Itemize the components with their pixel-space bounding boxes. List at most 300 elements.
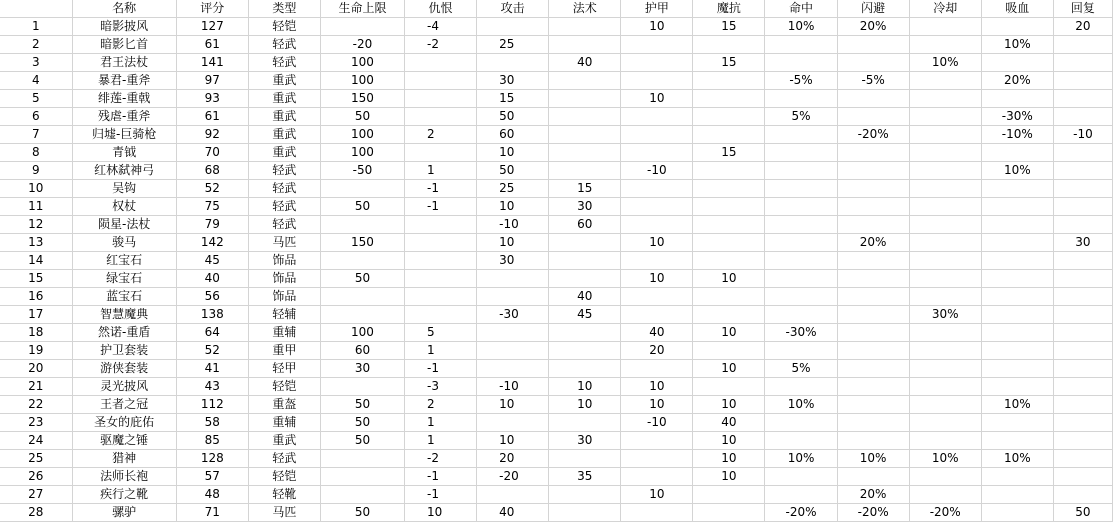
cell-accuracy[interactable]: 5% — [765, 360, 837, 378]
cell-row-number[interactable]: 1 — [0, 18, 72, 36]
cell-evasion[interactable] — [837, 90, 909, 108]
cell-cooldown[interactable] — [909, 108, 981, 126]
cell-evasion[interactable]: 10% — [837, 450, 909, 468]
cell-lifesteal[interactable] — [981, 324, 1053, 342]
cell-evasion[interactable]: -20% — [837, 126, 909, 144]
cell-attack[interactable]: 40 — [477, 504, 549, 522]
cell-cooldown[interactable] — [909, 72, 981, 90]
cell-attack[interactable]: 10 — [477, 198, 549, 216]
cell-evasion[interactable] — [837, 144, 909, 162]
cell-item-name[interactable]: 绯莲-重戟 — [72, 90, 176, 108]
cell-attack[interactable] — [477, 414, 549, 432]
cell-accuracy[interactable] — [765, 486, 837, 504]
cell-hp-max[interactable]: 50 — [320, 504, 404, 522]
cell-attack[interactable] — [477, 54, 549, 72]
cell-regen[interactable] — [1053, 486, 1112, 504]
cell-attack[interactable]: -10 — [477, 378, 549, 396]
cell-accuracy[interactable]: -30% — [765, 324, 837, 342]
cell-row-number[interactable]: 10 — [0, 180, 72, 198]
cell-score[interactable]: 61 — [176, 36, 248, 54]
cell-armor[interactable] — [621, 504, 693, 522]
cell-magic[interactable] — [549, 450, 621, 468]
cell-armor[interactable]: 10 — [621, 90, 693, 108]
cell-item-name[interactable]: 君王法杖 — [72, 54, 176, 72]
cell-magic-resist[interactable] — [693, 162, 765, 180]
cell-hp-max[interactable]: 50 — [320, 396, 404, 414]
cell-accuracy[interactable] — [765, 144, 837, 162]
cell-accuracy[interactable] — [765, 216, 837, 234]
cell-armor[interactable]: 10 — [621, 378, 693, 396]
cell-accuracy[interactable]: -20% — [765, 504, 837, 522]
cell-cooldown[interactable] — [909, 342, 981, 360]
cell-armor[interactable] — [621, 36, 693, 54]
cell-hp-max[interactable]: 50 — [320, 198, 404, 216]
cell-magic[interactable] — [549, 252, 621, 270]
cell-hp-max[interactable] — [320, 378, 404, 396]
cell-evasion[interactable] — [837, 342, 909, 360]
cell-item-name[interactable]: 吴钩 — [72, 180, 176, 198]
cell-evasion[interactable] — [837, 36, 909, 54]
cell-score[interactable]: 64 — [176, 324, 248, 342]
cell-magic-resist[interactable]: 10 — [693, 360, 765, 378]
cell-type[interactable]: 轻武 — [248, 54, 320, 72]
cell-attack[interactable]: 30 — [477, 72, 549, 90]
cell-hp-max[interactable]: 100 — [320, 72, 404, 90]
cell-accuracy[interactable] — [765, 342, 837, 360]
cell-regen[interactable] — [1053, 342, 1112, 360]
cell-regen[interactable] — [1053, 288, 1112, 306]
cell-lifesteal[interactable] — [981, 306, 1053, 324]
cell-lifesteal[interactable]: 10% — [981, 450, 1053, 468]
cell-score[interactable]: 75 — [176, 198, 248, 216]
cell-lifesteal[interactable]: 10% — [981, 396, 1053, 414]
cell-attack[interactable]: 10 — [477, 144, 549, 162]
cell-score[interactable]: 93 — [176, 90, 248, 108]
cell-regen[interactable] — [1053, 270, 1112, 288]
cell-attack[interactable] — [477, 486, 549, 504]
cell-aggro[interactable] — [405, 270, 477, 288]
cell-attack[interactable] — [477, 342, 549, 360]
cell-item-name[interactable]: 灵光披风 — [72, 378, 176, 396]
cell-evasion[interactable]: 20% — [837, 486, 909, 504]
cell-attack[interactable]: 50 — [477, 108, 549, 126]
cell-evasion[interactable]: -20% — [837, 504, 909, 522]
cell-row-number[interactable]: 17 — [0, 306, 72, 324]
column-header-lifesteal[interactable]: 吸血 — [981, 0, 1053, 18]
cell-armor[interactable] — [621, 198, 693, 216]
cell-magic[interactable] — [549, 414, 621, 432]
cell-attack[interactable] — [477, 288, 549, 306]
cell-lifesteal[interactable] — [981, 198, 1053, 216]
cell-row-number[interactable]: 21 — [0, 378, 72, 396]
cell-magic[interactable] — [549, 234, 621, 252]
cell-lifesteal[interactable]: 10% — [981, 162, 1053, 180]
cell-row-number[interactable]: 2 — [0, 36, 72, 54]
cell-type[interactable]: 轻铠 — [248, 18, 320, 36]
cell-cooldown[interactable] — [909, 216, 981, 234]
cell-score[interactable]: 127 — [176, 18, 248, 36]
cell-score[interactable]: 48 — [176, 486, 248, 504]
cell-lifesteal[interactable] — [981, 342, 1053, 360]
cell-magic-resist[interactable] — [693, 342, 765, 360]
cell-regen[interactable] — [1053, 36, 1112, 54]
cell-magic-resist[interactable] — [693, 36, 765, 54]
column-header-magic-resist[interactable]: 魔抗 — [693, 0, 765, 18]
cell-cooldown[interactable] — [909, 90, 981, 108]
cell-hp-max[interactable]: 50 — [320, 414, 404, 432]
cell-attack[interactable]: 10 — [477, 234, 549, 252]
column-header-evasion[interactable]: 闪避 — [837, 0, 909, 18]
cell-aggro[interactable]: -1 — [405, 180, 477, 198]
cell-magic[interactable]: 10 — [549, 378, 621, 396]
cell-type[interactable]: 重武 — [248, 432, 320, 450]
cell-aggro[interactable]: 5 — [405, 324, 477, 342]
cell-aggro[interactable] — [405, 54, 477, 72]
cell-type[interactable]: 饰品 — [248, 252, 320, 270]
cell-regen[interactable] — [1053, 216, 1112, 234]
cell-magic[interactable] — [549, 360, 621, 378]
cell-armor[interactable] — [621, 216, 693, 234]
cell-accuracy[interactable]: 5% — [765, 108, 837, 126]
cell-magic-resist[interactable]: 10 — [693, 396, 765, 414]
cell-evasion[interactable] — [837, 108, 909, 126]
cell-attack[interactable]: -20 — [477, 468, 549, 486]
cell-attack[interactable]: 50 — [477, 162, 549, 180]
cell-evasion[interactable] — [837, 360, 909, 378]
cell-score[interactable]: 138 — [176, 306, 248, 324]
cell-armor[interactable] — [621, 360, 693, 378]
cell-score[interactable]: 52 — [176, 180, 248, 198]
cell-attack[interactable]: -30 — [477, 306, 549, 324]
cell-hp-max[interactable]: 50 — [320, 432, 404, 450]
cell-type[interactable]: 重武 — [248, 90, 320, 108]
cell-armor[interactable] — [621, 108, 693, 126]
cell-row-number[interactable]: 16 — [0, 288, 72, 306]
cell-magic-resist[interactable] — [693, 252, 765, 270]
cell-magic-resist[interactable] — [693, 306, 765, 324]
cell-type[interactable]: 重辅 — [248, 324, 320, 342]
cell-hp-max[interactable]: 50 — [320, 108, 404, 126]
cell-type[interactable]: 重武 — [248, 126, 320, 144]
cell-armor[interactable] — [621, 54, 693, 72]
cell-hp-max[interactable]: -20 — [320, 36, 404, 54]
cell-aggro[interactable] — [405, 144, 477, 162]
cell-accuracy[interactable] — [765, 378, 837, 396]
cell-cooldown[interactable] — [909, 324, 981, 342]
cell-hp-max[interactable] — [320, 450, 404, 468]
cell-regen[interactable] — [1053, 144, 1112, 162]
cell-magic[interactable] — [549, 90, 621, 108]
cell-attack[interactable]: 15 — [477, 90, 549, 108]
cell-regen[interactable] — [1053, 378, 1112, 396]
cell-item-name[interactable]: 青钺 — [72, 144, 176, 162]
cell-regen[interactable] — [1053, 306, 1112, 324]
cell-magic[interactable] — [549, 504, 621, 522]
cell-item-name[interactable]: 暗影披风 — [72, 18, 176, 36]
cell-cooldown[interactable] — [909, 18, 981, 36]
cell-score[interactable]: 112 — [176, 396, 248, 414]
cell-accuracy[interactable] — [765, 90, 837, 108]
cell-item-name[interactable]: 护卫套装 — [72, 342, 176, 360]
cell-row-number[interactable]: 5 — [0, 90, 72, 108]
cell-row-number[interactable]: 24 — [0, 432, 72, 450]
cell-hp-max[interactable] — [320, 216, 404, 234]
cell-accuracy[interactable] — [765, 252, 837, 270]
cell-evasion[interactable] — [837, 252, 909, 270]
cell-armor[interactable]: 10 — [621, 234, 693, 252]
column-header-hp-max[interactable]: 生命上限 — [320, 0, 404, 18]
cell-evasion[interactable] — [837, 306, 909, 324]
cell-type[interactable]: 重甲 — [248, 342, 320, 360]
cell-lifesteal[interactable] — [981, 180, 1053, 198]
cell-aggro[interactable] — [405, 216, 477, 234]
column-header-accuracy[interactable]: 命中 — [765, 0, 837, 18]
cell-magic[interactable] — [549, 144, 621, 162]
cell-type[interactable]: 重盔 — [248, 396, 320, 414]
cell-score[interactable]: 71 — [176, 504, 248, 522]
cell-magic[interactable]: 60 — [549, 216, 621, 234]
cell-row-number[interactable]: 13 — [0, 234, 72, 252]
cell-evasion[interactable] — [837, 414, 909, 432]
cell-magic-resist[interactable]: 15 — [693, 144, 765, 162]
cell-lifesteal[interactable] — [981, 288, 1053, 306]
cell-aggro[interactable]: -1 — [405, 486, 477, 504]
cell-accuracy[interactable] — [765, 468, 837, 486]
cell-evasion[interactable] — [837, 270, 909, 288]
column-header-item-name[interactable]: 名称 — [72, 0, 176, 18]
cell-regen[interactable]: -10 — [1053, 126, 1112, 144]
cell-armor[interactable] — [621, 126, 693, 144]
cell-item-name[interactable]: 暴君-重斧 — [72, 72, 176, 90]
cell-score[interactable]: 70 — [176, 144, 248, 162]
cell-attack[interactable]: 20 — [477, 450, 549, 468]
cell-score[interactable]: 141 — [176, 54, 248, 72]
cell-magic[interactable]: 15 — [549, 180, 621, 198]
cell-row-number[interactable]: 26 — [0, 468, 72, 486]
cell-aggro[interactable] — [405, 288, 477, 306]
cell-hp-max[interactable]: 150 — [320, 234, 404, 252]
cell-evasion[interactable] — [837, 468, 909, 486]
cell-magic[interactable] — [549, 36, 621, 54]
cell-evasion[interactable]: 20% — [837, 234, 909, 252]
cell-attack[interactable]: 10 — [477, 396, 549, 414]
cell-regen[interactable]: 20 — [1053, 18, 1112, 36]
cell-aggro[interactable] — [405, 234, 477, 252]
cell-cooldown[interactable] — [909, 162, 981, 180]
cell-magic-resist[interactable] — [693, 108, 765, 126]
cell-type[interactable]: 轻铠 — [248, 468, 320, 486]
cell-armor[interactable]: 10 — [621, 270, 693, 288]
cell-magic[interactable]: 40 — [549, 288, 621, 306]
cell-evasion[interactable] — [837, 162, 909, 180]
cell-magic[interactable]: 30 — [549, 432, 621, 450]
cell-row-number[interactable]: 12 — [0, 216, 72, 234]
cell-hp-max[interactable]: 100 — [320, 54, 404, 72]
cell-cooldown[interactable] — [909, 432, 981, 450]
cell-score[interactable]: 56 — [176, 288, 248, 306]
cell-armor[interactable] — [621, 450, 693, 468]
cell-accuracy[interactable] — [765, 54, 837, 72]
cell-armor[interactable] — [621, 252, 693, 270]
cell-accuracy[interactable] — [765, 270, 837, 288]
cell-attack[interactable]: 10 — [477, 432, 549, 450]
column-header-regen[interactable]: 回复 — [1053, 0, 1112, 18]
cell-lifesteal[interactable]: -30% — [981, 108, 1053, 126]
cell-lifesteal[interactable] — [981, 234, 1053, 252]
cell-item-name[interactable]: 然诺-重盾 — [72, 324, 176, 342]
cell-attack[interactable]: -10 — [477, 216, 549, 234]
cell-accuracy[interactable] — [765, 36, 837, 54]
cell-regen[interactable] — [1053, 360, 1112, 378]
cell-accuracy[interactable] — [765, 234, 837, 252]
cell-cooldown[interactable] — [909, 288, 981, 306]
cell-accuracy[interactable] — [765, 198, 837, 216]
cell-accuracy[interactable] — [765, 288, 837, 306]
cell-magic-resist[interactable] — [693, 90, 765, 108]
cell-magic-resist[interactable] — [693, 198, 765, 216]
cell-hp-max[interactable]: 100 — [320, 144, 404, 162]
cell-row-number[interactable]: 27 — [0, 486, 72, 504]
cell-item-name[interactable]: 红林弑神弓 — [72, 162, 176, 180]
cell-cooldown[interactable] — [909, 36, 981, 54]
cell-row-number[interactable]: 15 — [0, 270, 72, 288]
cell-attack[interactable]: 25 — [477, 180, 549, 198]
cell-lifesteal[interactable] — [981, 486, 1053, 504]
cell-magic-resist[interactable] — [693, 180, 765, 198]
cell-magic-resist[interactable]: 40 — [693, 414, 765, 432]
cell-cooldown[interactable] — [909, 198, 981, 216]
cell-lifesteal[interactable] — [981, 360, 1053, 378]
cell-lifesteal[interactable] — [981, 432, 1053, 450]
cell-item-name[interactable]: 驱魔之锤 — [72, 432, 176, 450]
column-header-cooldown[interactable]: 冷却 — [909, 0, 981, 18]
cell-aggro[interactable]: -1 — [405, 468, 477, 486]
cell-aggro[interactable]: 1 — [405, 414, 477, 432]
cell-score[interactable]: 61 — [176, 108, 248, 126]
cell-hp-max[interactable] — [320, 486, 404, 504]
cell-magic[interactable]: 45 — [549, 306, 621, 324]
cell-accuracy[interactable]: 10% — [765, 18, 837, 36]
cell-armor[interactable]: 10 — [621, 18, 693, 36]
cell-accuracy[interactable] — [765, 306, 837, 324]
cell-magic-resist[interactable]: 10 — [693, 324, 765, 342]
cell-regen[interactable] — [1053, 252, 1112, 270]
cell-type[interactable]: 马匹 — [248, 234, 320, 252]
cell-hp-max[interactable]: 150 — [320, 90, 404, 108]
cell-hp-max[interactable]: 60 — [320, 342, 404, 360]
cell-evasion[interactable] — [837, 288, 909, 306]
cell-aggro[interactable]: -4 — [405, 18, 477, 36]
cell-item-name[interactable]: 法师长袍 — [72, 468, 176, 486]
cell-lifesteal[interactable] — [981, 18, 1053, 36]
cell-hp-max[interactable] — [320, 252, 404, 270]
cell-magic[interactable] — [549, 486, 621, 504]
cell-score[interactable]: 97 — [176, 72, 248, 90]
cell-cooldown[interactable] — [909, 270, 981, 288]
cell-accuracy[interactable] — [765, 162, 837, 180]
cell-regen[interactable] — [1053, 468, 1112, 486]
cell-hp-max[interactable]: 100 — [320, 324, 404, 342]
cell-score[interactable]: 79 — [176, 216, 248, 234]
cell-evasion[interactable] — [837, 324, 909, 342]
cell-aggro[interactable] — [405, 90, 477, 108]
cell-lifesteal[interactable] — [981, 270, 1053, 288]
cell-aggro[interactable]: 1 — [405, 342, 477, 360]
cell-regen[interactable]: 50 — [1053, 504, 1112, 522]
cell-magic-resist[interactable] — [693, 504, 765, 522]
cell-magic-resist[interactable]: 10 — [693, 450, 765, 468]
cell-armor[interactable] — [621, 144, 693, 162]
cell-magic-resist[interactable] — [693, 288, 765, 306]
column-header-attack[interactable]: 攻击 — [477, 0, 549, 18]
cell-aggro[interactable]: 2 — [405, 396, 477, 414]
cell-regen[interactable]: 30 — [1053, 234, 1112, 252]
cell-accuracy[interactable]: 10% — [765, 450, 837, 468]
cell-row-number[interactable]: 11 — [0, 198, 72, 216]
cell-armor[interactable]: 40 — [621, 324, 693, 342]
cell-evasion[interactable]: -5% — [837, 72, 909, 90]
cell-regen[interactable] — [1053, 432, 1112, 450]
cell-cooldown[interactable] — [909, 396, 981, 414]
cell-type[interactable]: 轻武 — [248, 450, 320, 468]
cell-score[interactable]: 85 — [176, 432, 248, 450]
cell-row-number[interactable]: 9 — [0, 162, 72, 180]
cell-aggro[interactable]: -2 — [405, 450, 477, 468]
column-header-magic[interactable]: 法术 — [549, 0, 621, 18]
cell-item-name[interactable]: 蓝宝石 — [72, 288, 176, 306]
cell-hp-max[interactable] — [320, 180, 404, 198]
cell-evasion[interactable] — [837, 198, 909, 216]
cell-lifesteal[interactable]: 20% — [981, 72, 1053, 90]
cell-aggro[interactable] — [405, 306, 477, 324]
cell-magic[interactable] — [549, 108, 621, 126]
cell-magic-resist[interactable]: 15 — [693, 54, 765, 72]
cell-magic-resist[interactable]: 15 — [693, 18, 765, 36]
cell-row-number[interactable]: 8 — [0, 144, 72, 162]
cell-regen[interactable] — [1053, 450, 1112, 468]
cell-regen[interactable] — [1053, 90, 1112, 108]
cell-type[interactable]: 饰品 — [248, 288, 320, 306]
cell-row-number[interactable]: 28 — [0, 504, 72, 522]
cell-item-name[interactable]: 暗影匕首 — [72, 36, 176, 54]
cell-type[interactable]: 饰品 — [248, 270, 320, 288]
cell-cooldown[interactable] — [909, 486, 981, 504]
cell-attack[interactable] — [477, 270, 549, 288]
cell-item-name[interactable]: 骡驴 — [72, 504, 176, 522]
cell-hp-max[interactable] — [320, 288, 404, 306]
cell-score[interactable]: 57 — [176, 468, 248, 486]
cell-evasion[interactable] — [837, 378, 909, 396]
cell-score[interactable]: 43 — [176, 378, 248, 396]
cell-accuracy[interactable] — [765, 414, 837, 432]
cell-magic[interactable] — [549, 72, 621, 90]
cell-magic-resist[interactable]: 10 — [693, 468, 765, 486]
cell-item-name[interactable]: 陨星-法杖 — [72, 216, 176, 234]
cell-row-number[interactable]: 20 — [0, 360, 72, 378]
cell-magic-resist[interactable] — [693, 486, 765, 504]
cell-lifesteal[interactable] — [981, 54, 1053, 72]
cell-magic[interactable]: 35 — [549, 468, 621, 486]
cell-regen[interactable] — [1053, 72, 1112, 90]
column-header-armor[interactable]: 护甲 — [621, 0, 693, 18]
cell-lifesteal[interactable]: 10% — [981, 36, 1053, 54]
cell-hp-max[interactable] — [320, 468, 404, 486]
cell-cooldown[interactable] — [909, 234, 981, 252]
cell-armor[interactable] — [621, 180, 693, 198]
cell-item-name[interactable]: 骏马 — [72, 234, 176, 252]
cell-aggro[interactable]: 2 — [405, 126, 477, 144]
column-header-aggro[interactable]: 仇恨 — [405, 0, 477, 18]
